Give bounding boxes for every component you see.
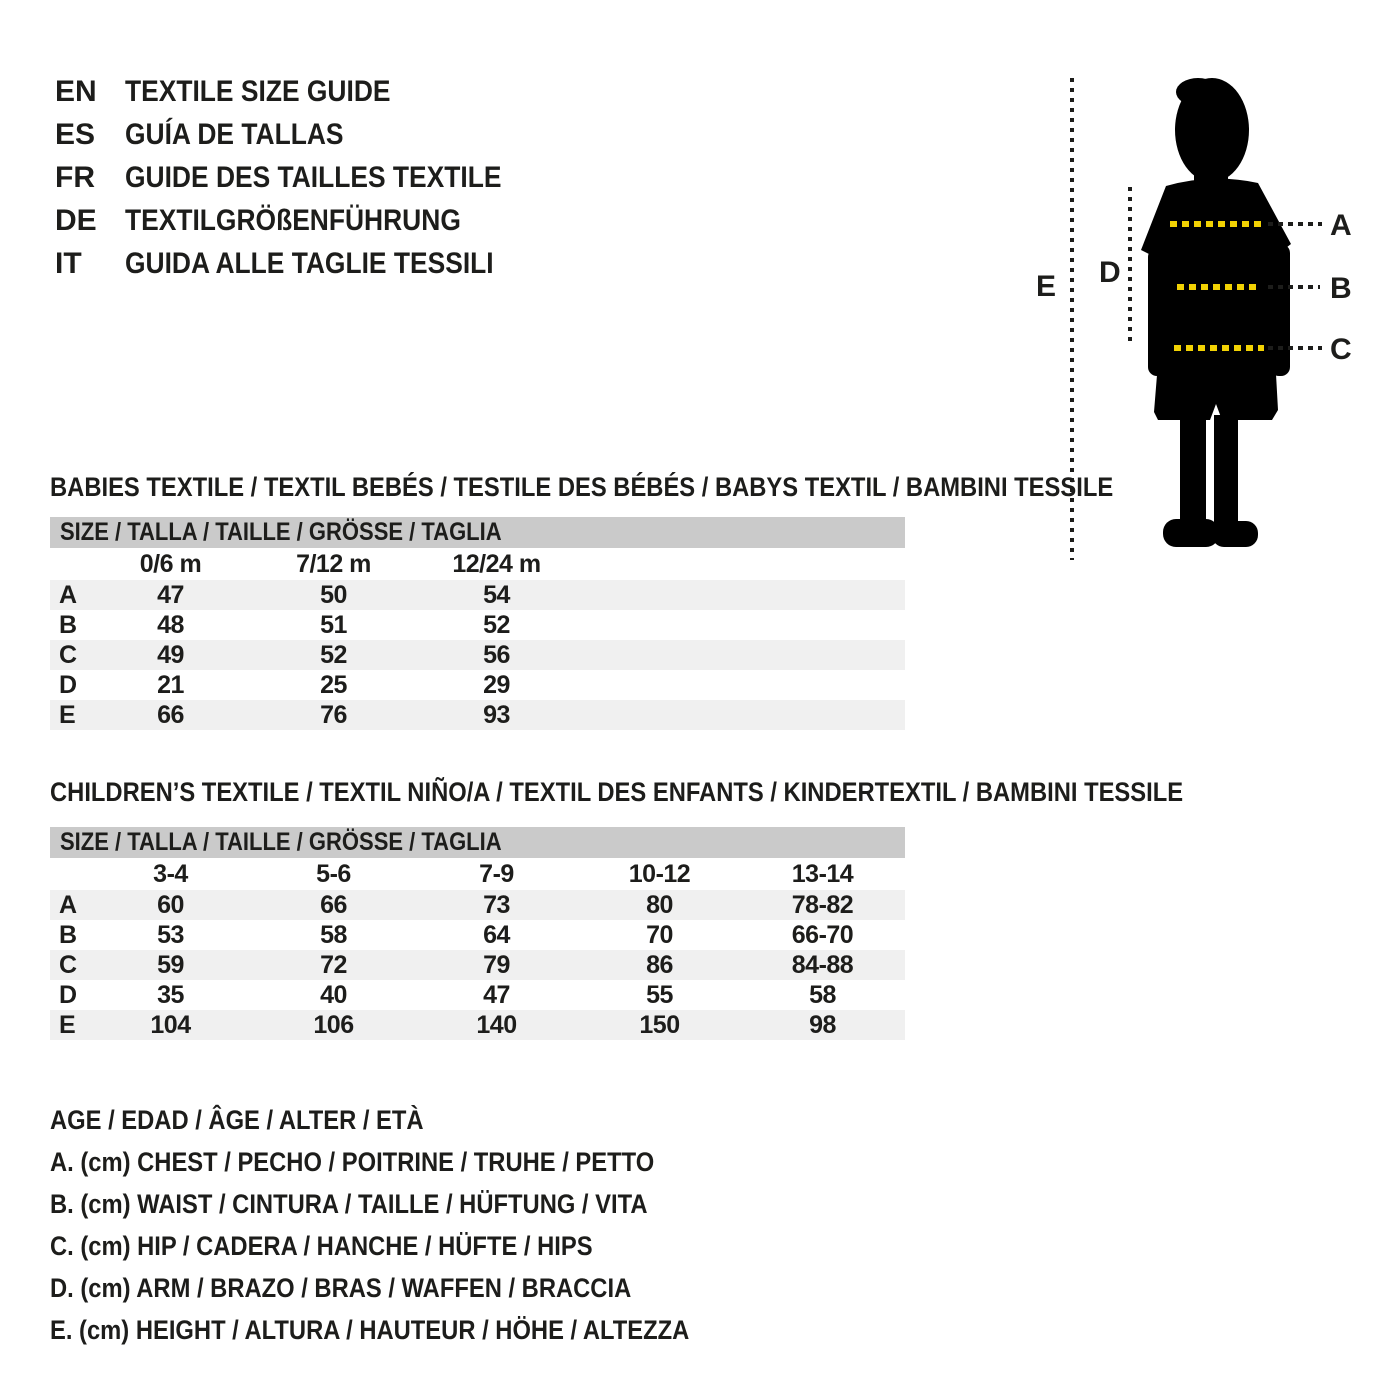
language-row-es [55, 113, 553, 156]
babies-column-header: 0/6 m [139, 549, 202, 578]
children-column-header: 7-9 [479, 859, 514, 888]
cell-value: 47 [483, 980, 510, 1009]
table-row [50, 610, 905, 640]
row-label: E [59, 1010, 76, 1039]
row-label: C [59, 950, 78, 979]
legend-item-hip: C. (cm) HIP / CADERA / HANCHE / HÜFTE / HIPS [50, 1230, 593, 1261]
measurement-label-a: A [1330, 209, 1352, 242]
cell-value: 80 [646, 890, 673, 919]
babies-column-header-row [50, 548, 905, 580]
row-label: A [59, 580, 78, 609]
language-code-de: DE [55, 203, 97, 237]
cell-value: 86 [646, 950, 673, 979]
cell-value: 150 [639, 1010, 680, 1039]
table-row [50, 580, 905, 610]
language-code-it: IT [55, 246, 82, 280]
measurement-label-c: C [1330, 333, 1352, 366]
cell-value: 106 [313, 1010, 354, 1039]
cell-value: 66-70 [791, 920, 854, 949]
children-column-header: 13-14 [791, 859, 854, 888]
children-column-header: 5-6 [316, 859, 351, 888]
language-code-es: ES [55, 117, 96, 151]
legend-age-line: AGE / EDAD / ÂGE / ALTER / ETÀ [50, 1104, 424, 1135]
cell-value: 60 [157, 890, 184, 919]
children-section-title: CHILDREN’S TEXTILE / TEXTIL NIÑO/A / TEXTIL DES ENFANTS / KINDERTEXTIL / BAMBINI TESSILE [50, 777, 1184, 807]
language-row-it [55, 242, 553, 285]
cell-value: 70 [646, 920, 673, 949]
language-row-en [55, 70, 553, 113]
legend-item-chest: A. (cm) CHEST / PECHO / POITRINE / TRUHE / PETTO [50, 1146, 655, 1177]
cell-value: 79 [483, 950, 510, 979]
cell-value: 55 [646, 980, 673, 1009]
language-row-fr [55, 156, 553, 199]
table-row [50, 1010, 905, 1040]
cell-value: 104 [150, 1010, 191, 1039]
table-row [50, 950, 905, 980]
cell-value: 76 [320, 700, 347, 729]
language-title-fr: GUIDE DES TAILLES TEXTILE [125, 160, 502, 194]
measurement-label-e: E [1036, 270, 1057, 303]
cell-value: 66 [320, 890, 347, 919]
cell-value: 84-88 [791, 950, 854, 979]
measurement-label-b: B [1330, 272, 1352, 305]
cell-value: 52 [320, 640, 347, 669]
language-row-de [55, 199, 553, 242]
row-label: C [59, 640, 78, 669]
language-title-list [55, 70, 553, 285]
children-column-header: 10-12 [628, 859, 691, 888]
children-table-header-band: SIZE / TALLA / TAILLE / GRÖSSE / TAGLIA [50, 827, 905, 858]
legend-item-height: E. (cm) HEIGHT / ALTURA / HAUTEUR / HÖHE / ALTEZZA [50, 1314, 690, 1345]
table-row [50, 920, 905, 950]
measurement-label-d: D [1099, 256, 1121, 289]
language-code-fr: FR [55, 160, 95, 194]
cell-value: 56 [483, 640, 510, 669]
cell-value: 53 [157, 920, 184, 949]
row-label: D [59, 670, 78, 699]
children-column-header-row [50, 858, 905, 890]
legend-item-waist: B. (cm) WAIST / CINTURA / TAILLE / HÜFTUNG / VITA [50, 1188, 648, 1219]
cell-value: 54 [483, 580, 510, 609]
table-row [50, 640, 905, 670]
cell-value: 50 [320, 580, 347, 609]
cell-value: 78-82 [791, 890, 854, 919]
cell-value: 98 [809, 1010, 836, 1039]
cell-value: 47 [157, 580, 184, 609]
language-title-it: GUIDA ALLE TAGLIE TESSILI [125, 246, 494, 280]
cell-value: 58 [320, 920, 347, 949]
babies-column-header: 7/12 m [296, 549, 371, 578]
cell-value: 140 [476, 1010, 517, 1039]
language-title-en: TEXTILE SIZE GUIDE [125, 74, 391, 108]
cell-value: 64 [483, 920, 510, 949]
row-label: B [59, 920, 78, 949]
row-label: A [59, 890, 78, 919]
cell-value: 52 [483, 610, 510, 639]
table-row [50, 890, 905, 920]
cell-value: 29 [483, 670, 510, 699]
cell-value: 72 [320, 950, 347, 979]
row-label: E [59, 700, 76, 729]
language-title-de: TEXTILGRÖßENFÜHRUNG [125, 203, 461, 237]
cell-value: 51 [320, 610, 347, 639]
children-size-table [50, 827, 905, 1040]
cell-value: 48 [157, 610, 184, 639]
cell-value: 73 [483, 890, 510, 919]
babies-column-header: 12/24 m [452, 549, 541, 578]
language-code-en: EN [55, 74, 97, 108]
row-label: B [59, 610, 78, 639]
cell-value: 93 [483, 700, 510, 729]
row-label: D [59, 980, 78, 1009]
babies-size-table [50, 517, 905, 730]
babies-section-title: BABIES TEXTILE / TEXTIL BEBÉS / TESTILE DES BÉBÉS / BABYS TEXTIL / BAMBINI TESSILE [50, 472, 1114, 502]
cell-value: 21 [157, 670, 184, 699]
cell-value: 66 [157, 700, 184, 729]
children-column-header: 3-4 [153, 859, 188, 888]
cell-value: 35 [157, 980, 184, 1009]
cell-value: 40 [320, 980, 347, 1009]
cell-value: 25 [320, 670, 347, 699]
cell-value: 49 [157, 640, 184, 669]
language-title-es: GUÍA DE TALLAS [125, 117, 344, 151]
table-row [50, 700, 905, 730]
babies-table-header-band: SIZE / TALLA / TAILLE / GRÖSSE / TAGLIA [50, 517, 905, 548]
measurement-legend [50, 1099, 776, 1351]
table-row [50, 670, 905, 700]
cell-value: 59 [157, 950, 184, 979]
cell-value: 58 [809, 980, 836, 1009]
table-row [50, 980, 905, 1010]
legend-item-arm: D. (cm) ARM / BRAZO / BRAS / WAFFEN / BRACCIA [50, 1272, 632, 1303]
